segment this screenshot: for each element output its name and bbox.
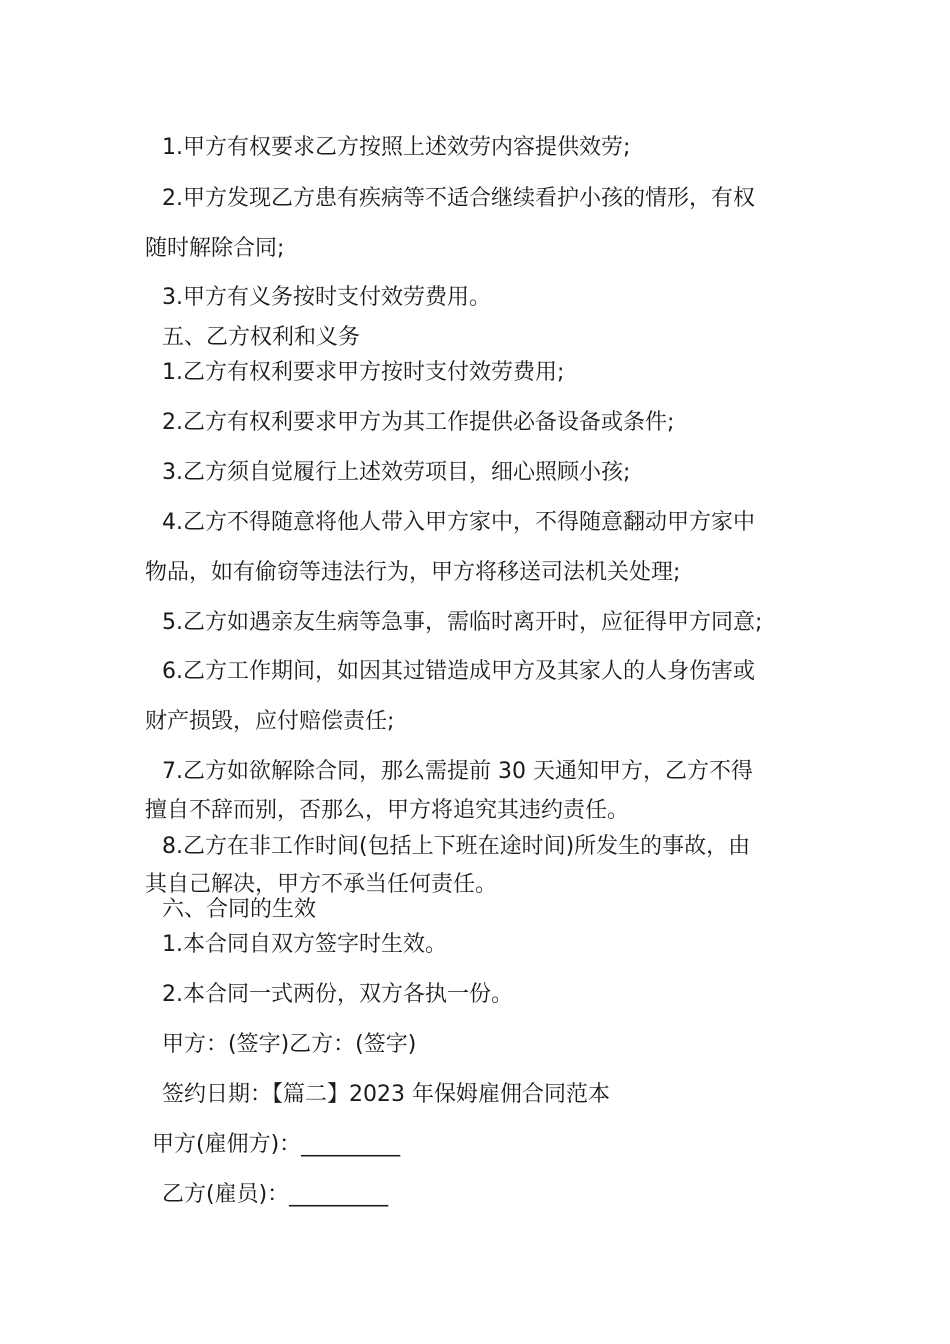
clause-b4-line1: 4.乙方不得随意将他人带入甲方家中，不得随意翻动甲方家中: [162, 510, 755, 535]
clause-a1: 1.甲方有权要求乙方按照上述效劳内容提供效劳;: [162, 135, 631, 160]
section-heading-5: 五、乙方权利和义务: [162, 325, 361, 350]
signature-line: 甲方：(签字)乙方：(签字): [162, 1032, 417, 1057]
party-a-field: 甲方(雇佣方)：_________: [152, 1132, 401, 1157]
clause-b2: 2.乙方有权利要求甲方为其工作提供必备设备或条件;: [162, 410, 675, 435]
clause-a2-line2: 随时解除合同;: [145, 236, 285, 261]
section-heading-6: 六、合同的生效: [162, 897, 317, 922]
clause-c2: 2.本合同一式两份，双方各执一份。: [162, 982, 513, 1007]
party-b-field: 乙方(雇员)：_________: [162, 1182, 389, 1207]
clause-c1: 1.本合同自双方签字时生效。: [162, 932, 447, 957]
clause-b1: 1.乙方有权利要求甲方按时支付效劳费用;: [162, 360, 565, 385]
clause-b3: 3.乙方须自觉履行上述效劳项目，细心照顾小孩;: [162, 460, 631, 485]
clause-b7-line1: 7.乙方如欲解除合同，那么需提前 30 天通知甲方，乙方不得: [162, 759, 753, 784]
clause-b7-line2: 擅自不辞而别，否那么，甲方将追究其违约责任。: [145, 798, 630, 823]
clause-b5: 5.乙方如遇亲友生病等急事，需临时离开时，应征得甲方同意;: [162, 610, 763, 635]
clause-b6-line1: 6.乙方工作期间，如因其过错造成甲方及其家人的人身伤害或: [162, 659, 755, 684]
clause-b8-line2: 其自己解决，甲方不承当任何责任。: [145, 872, 498, 897]
date-and-next-title: 签约日期：【篇二】2023 年保姆雇佣合同范本: [162, 1082, 610, 1107]
clause-b6-line2: 财产损毁，应付赔偿责任;: [145, 709, 395, 734]
clause-a2-line1: 2.甲方发现乙方患有疾病等不适合继续看护小孩的情形，有权: [162, 186, 755, 211]
clause-a3: 3.甲方有义务按时支付效劳费用。: [162, 285, 491, 310]
clause-b4-line2: 物品，如有偷窃等违法行为，甲方将移送司法机关处理;: [145, 560, 681, 585]
clause-b8-line1: 8.乙方在非工作时间(包括上下班在途时间)所发生的事故，由: [162, 834, 751, 859]
